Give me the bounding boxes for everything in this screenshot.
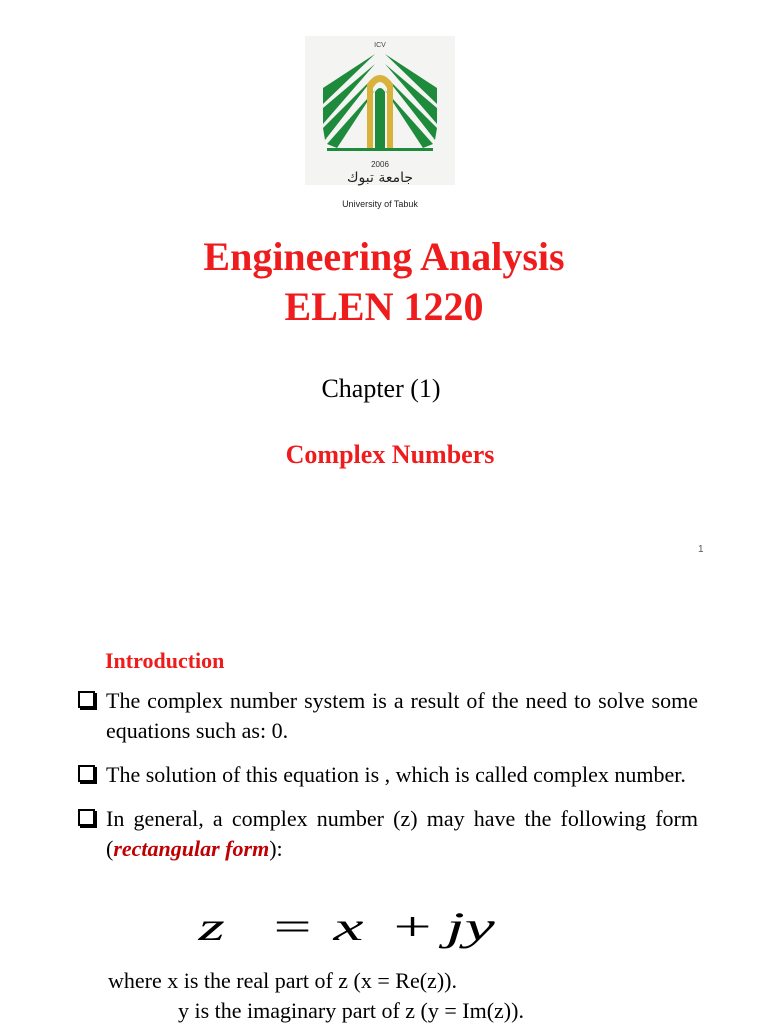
bullet-item (78, 804, 698, 864)
logo-top-text: ICV (374, 42, 386, 49)
bullet-text: The solution of this equation is , which is called complex number. (106, 762, 686, 787)
rectangular-form-emphasis: rectangular form (113, 836, 270, 861)
rectangular-form-formula (196, 910, 576, 966)
where-line-1: where x is the real part of z (x = Re(z)). (108, 968, 457, 993)
checkbox-bullet-icon (78, 691, 95, 708)
checkbox-bullet-icon (78, 809, 95, 826)
formula-jy: jy (446, 910, 495, 950)
formula-z: z (198, 910, 225, 950)
title-line-1: Engineering Analysis (203, 234, 565, 279)
bullet-text: The complex number system is a result of the need to solve some equations such as: 0. (106, 688, 698, 743)
slide-subtitle: Complex Numbers (285, 440, 495, 469)
bullet-text-before: In general, a complex number (z) may have the following form ( (106, 806, 698, 861)
where-line-2: y is the imaginary part of z (y = Im(z)). (178, 998, 524, 1023)
logo-arabic-name: جامعة تبوك (346, 170, 414, 186)
section-heading: Introduction (105, 648, 225, 673)
formula-equals: = (273, 910, 312, 950)
bullet-text-after: ): (269, 836, 283, 861)
checkbox-bullet-icon (78, 765, 95, 782)
bullet-item (78, 760, 698, 790)
bullet-item (78, 686, 698, 746)
page-number: 1 (698, 544, 704, 555)
slide-title (0, 232, 768, 332)
formula-plus: + (393, 910, 432, 950)
logo-english-name: University of Tabuk (342, 199, 418, 209)
logo-year: 2006 (371, 160, 389, 169)
university-logo (305, 36, 455, 209)
bullet-list (78, 686, 698, 878)
formula-x: x (333, 910, 364, 950)
title-line-2: ELEN 1220 (284, 284, 484, 329)
chapter-label: Chapter (1) (321, 374, 441, 403)
